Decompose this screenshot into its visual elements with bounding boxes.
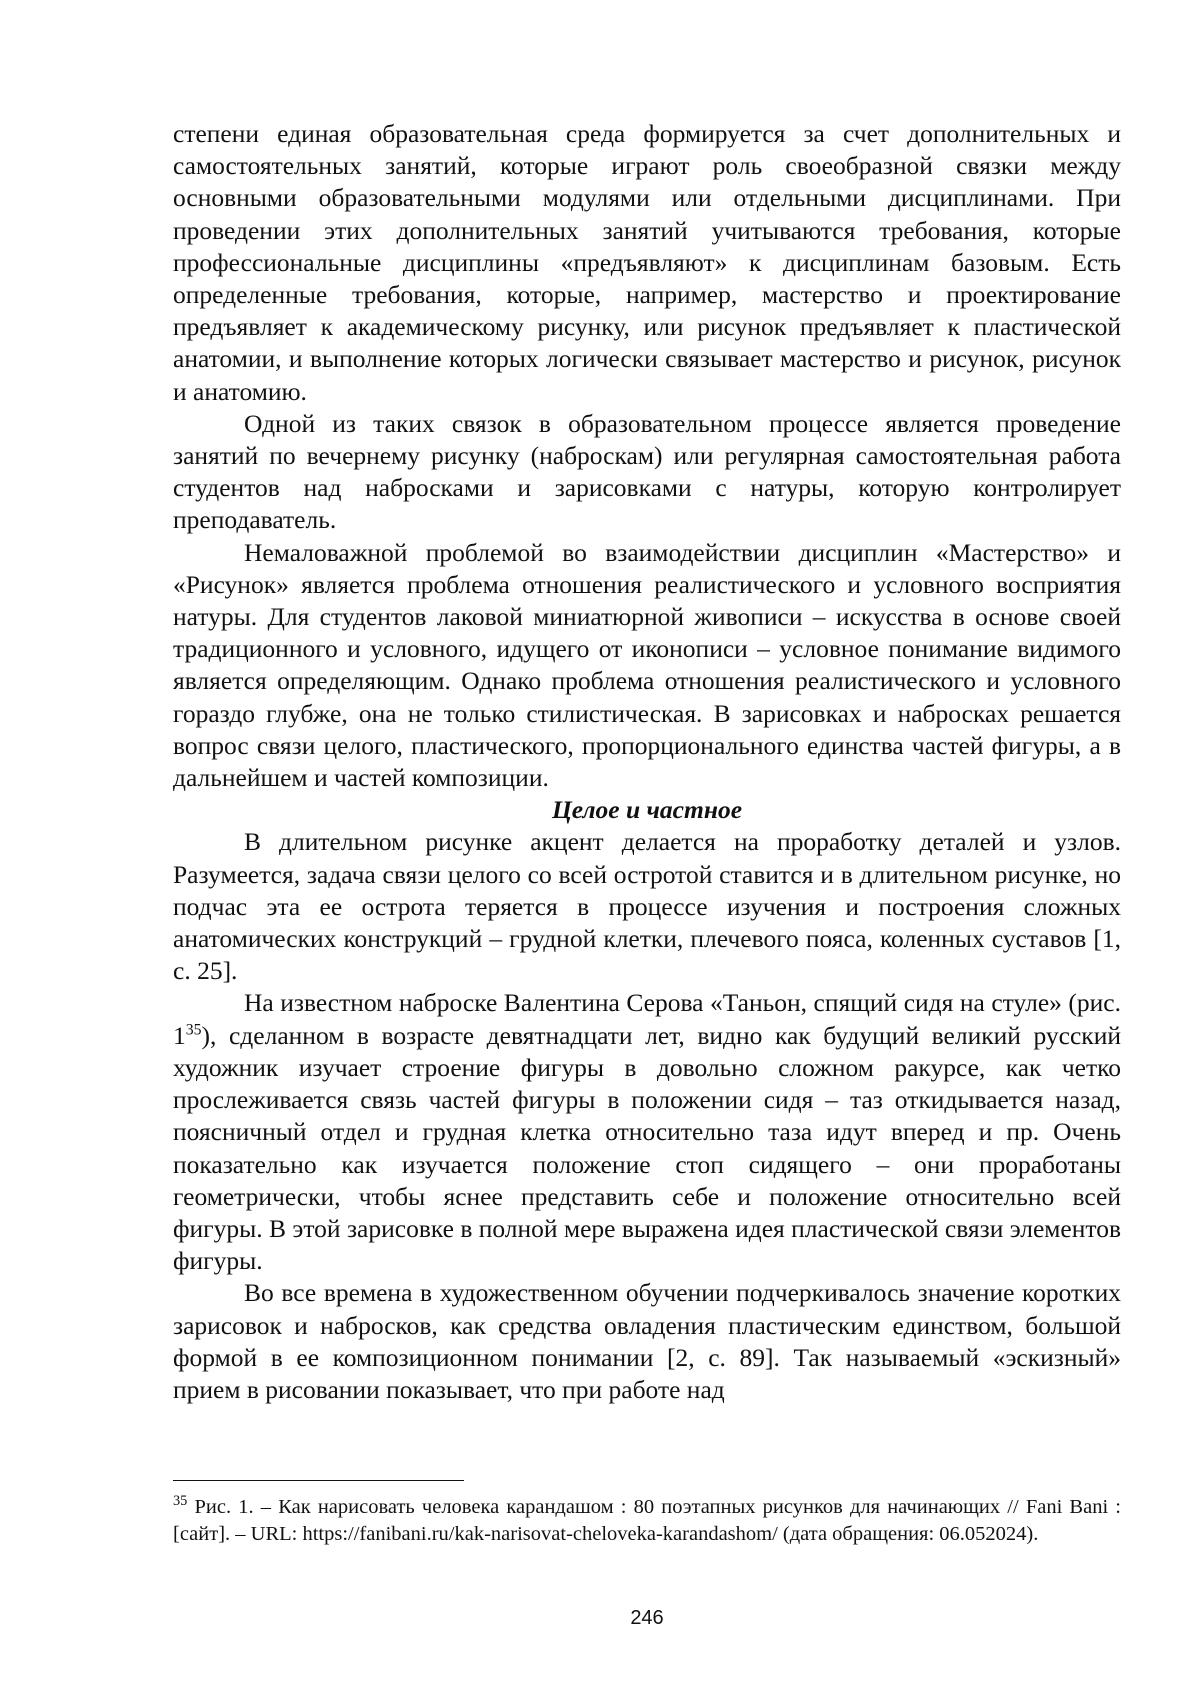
paragraph-6: Во все времена в художественном обучении подчеркивалось значение коротких зарисовок и набросков, как средства овладения пластическим единством, большой формой в ее композиционном понимании [2, с. 89]. Так называемый «эскизный» прием в рисовании показывает, что при работе над	[173, 1278, 1121, 1404]
paragraph-3: Немаловажной проблемой во взаимодействии дисциплин «Мастерство» и «Рисунок» является проблема отношения реалистического и условного восприятия натуры. Для студентов лаковой миниатюрной живописи – искусства в основе своей традиционного и условного, идущего от иконописи – условное понимание видимого является определяющим. Однако проблема отношения реалистического и условного гораздо глубже, она не только стилистическая. В зарисовках и набросках решается вопрос связи целого, пластического, пропорционального единства частей фигуры, а в дальнейшем и частей композиции.	[173, 537, 1121, 793]
footnote	[173, 1494, 1121, 1548]
paragraph-4: В длительном рисунке акцент делается на проработку деталей и узлов. Разумеется, задача связи целого со всей остротой ставится и в длительном рисунке, но подчас эта ее острота теряется в процессе изучения и построения сложных анатомических конструкций – грудной клетки, плечевого пояса, коленных суставов [1, с. 25].	[173, 827, 1121, 986]
footnote-number: 35	[173, 1493, 188, 1510]
paragraph-5	[173, 987, 1121, 1277]
paragraph-2: Одной из таких связок в образовательном процессе является проведение занятий по вечернему рисунку (наброскам) или регулярная самостоятельная работа студентов над набросками и зарисовками с натуры, которую контролирует преподаватель.	[173, 408, 1121, 535]
footnote-reference: 35	[185, 1021, 202, 1039]
page-number: 246	[630, 1607, 664, 1629]
footnote-separator	[173, 1480, 464, 1481]
paragraph-1: степени единая образовательная среда формируется за счет дополнительных и самостоятельных занятий, которые играют роль своеобразной связки между основными образовательными модулями или отдельными дисциплинами. При проведении этих дополнительных занятий учитываются требования, которые профессиональные дисциплины «предъявляют» к дисциплинам базовым. Есть определенные требования, которые, например, мастерство и проектирование предъявляет к академическому рисунку, или рисунок предъявляет к пластической анатомии, и выполнение которых логически связывает мастерство и рисунок, рисунок и анатомию.	[173, 119, 1121, 406]
footnote-text: Рис. 1. – Как нарисовать человека карандашом : 80 поэтапных рисунков для начинающих // Fani Bani : [сайт]. – URL: https://fanibani.ru/kak-narisovat-cheloveka-karandashom/ (дата обращения: 06.052024).	[173, 1496, 1122, 1545]
section-heading: Целое и частное	[551, 795, 743, 825]
paragraph-5-text-before-ref: На известном наброске Валентина Серова «Таньон, спящий сидя на стуле» (рис. 1	[173, 988, 1121, 1050]
paragraph-5-text-after-ref: ), сделанном в возрасте девятнадцати лет, видно как будущий великий русский художник изучает строение фигуры в довольно сложном ракурсе, как четко прослеживается связь частей фигуры в положении сидя – таз откидывается назад, поясничный отдел и грудная клетка относительно таза идут вперед и пр. Очень показательно как изучается положение стоп сидящего – они проработаны геометрически, чтобы яснее представить себе и положение относительно всей фигуры. В этой зарисовке в полной мере выражена идея пластической связи элементов фигуры.	[173, 1020, 1121, 1276]
main-text	[173, 118, 1121, 1406]
